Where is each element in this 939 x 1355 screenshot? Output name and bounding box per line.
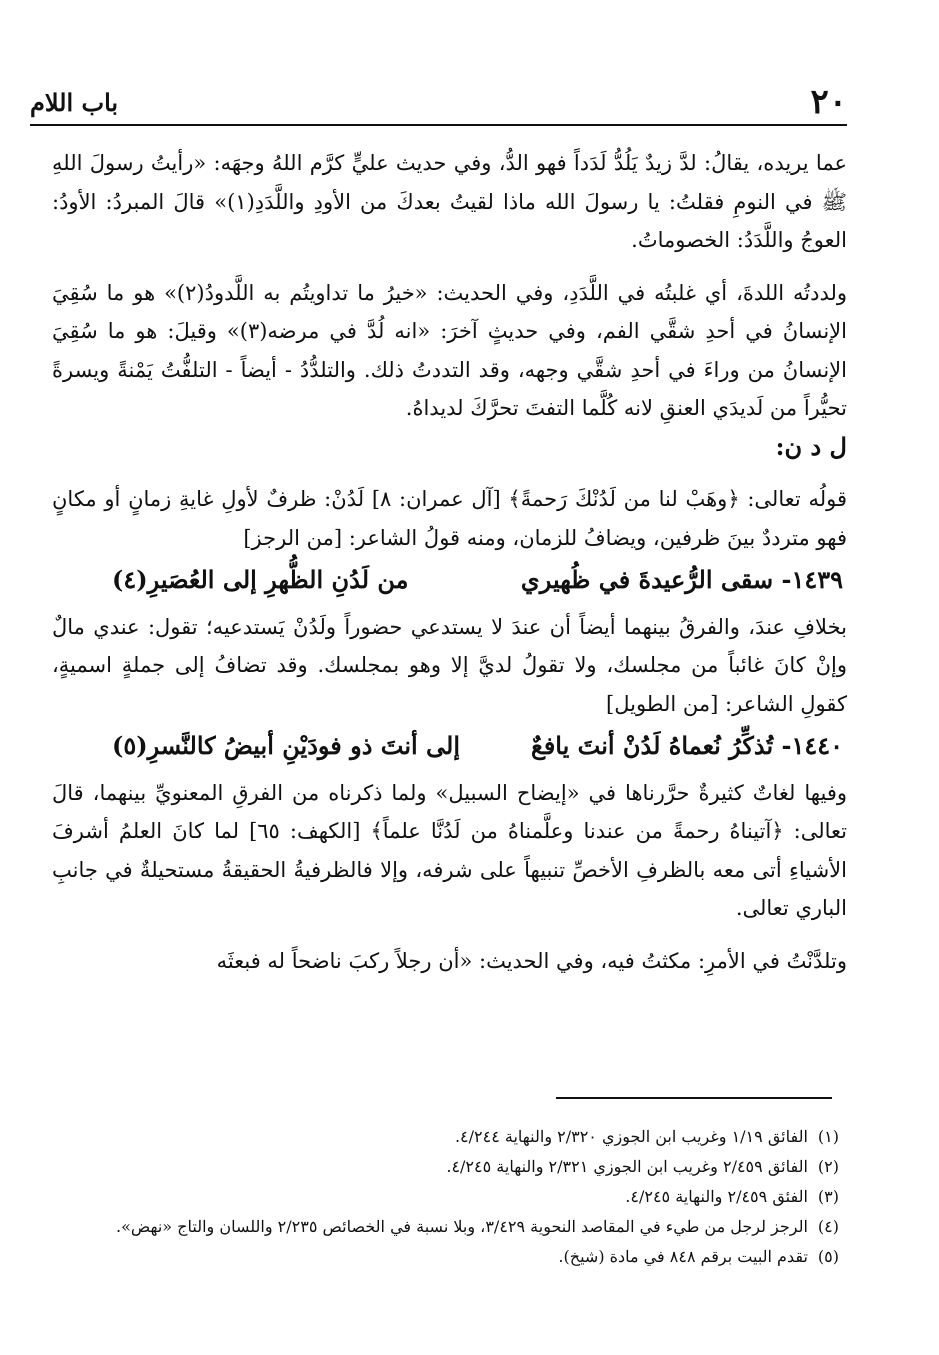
footnote-3	[60, 1183, 839, 1211]
footnotes	[60, 1123, 839, 1273]
page-number: ٢٠	[810, 82, 847, 122]
running-title: باب اللام	[30, 88, 119, 117]
paragraph-4: بخلافِ عندَ، والفرقُ بينهما أيضاً أن عندَ لا يستدعي حضوراً ولَدُنْ يَستدعيه؛ تقول: عندي مالٌ وإنْ كانَ غائباً من مجلسك، ولا تقولُ لديَّ إلا وهو بمجلسك. وقد تضافُ إلى جملةٍ اسميةٍ، كقولِ الشاعر: [من الطويل]	[52, 614, 847, 716]
paragraph-2: ولددتُه اللدةَ، أي غلبتُه في اللَّدَدِ، وفي الحديث: «خيرُ ما تداويتُم به اللَّدودُ(٢)» هو ما سُقِيَ الإنسانُ في أحدِ شقَّي الفم، وفي حديثٍ آخرَ: «انه لُدَّ في مرضه(٣)» وقيلَ: هو ما سُقِيَ الإنسانُ من وراءَ في أحدِ شقَّي وجهه، وقد التددتُ ذلك. والتلدُّدُ - أيضاً - التلفُّتُ يَمْنةً ويسرةً تحيُّراً من لَديدَي العنقِ لانه كُلَّما التفتَ تحرَّكَ لديداهُ.	[52, 280, 848, 420]
verse-second-hemistich: إلى أنتَ ذو فودَيْنِ أبيضُ كالنَّسرِ(٥)	[112, 731, 461, 760]
verse-first-hemistich: ١٤٣٩- سقى الرُّعيدةَ في ظُهيري	[520, 565, 843, 594]
footnote-number: (٢)	[817, 1157, 839, 1176]
footnote-text: تقدم البيت برقم ٨٤٨ في مادة (شيخ).	[558, 1247, 808, 1266]
verse-second-hemistich: من لَدُنِ الظُّهرِ إلى العُصَيرِ(٤)	[112, 565, 409, 594]
main-text	[52, 144, 847, 980]
paragraph-3: قولُه تعالى: ﴿وهَبْ لنا من لَدُنْكَ رَحمةً﴾ [آل عمران: ٨] لَدُنْ: ظرفٌ لأولِ غايةِ زمانٍ أو مكانٍ فهو مترددٌ بينَ ظرفين، ويضافُ للزمان، ومنه قولُ الشاعر: [من الرجز]	[52, 487, 847, 550]
paragraph-1: عما يريده، يقالُ: لدَّ زيدٌ يَلُدُّ لَدَداً فهو الدُّ، وفي حديث عليٍّ كرَّم اللهُ وجهَه: «رأيتُ رسولَ اللهِ ﷺ في النومِ فقلتُ: يا رسولَ الله ماذا لقيتُ بعدكَ من الأودِ واللَّدَدِ(١)» قالَ المبردُ: الأودُ: العوجُ واللَّدَدُ: الخصوماتُ.	[52, 151, 847, 252]
entry-heading: ل د ن:	[775, 431, 847, 461]
page-header	[30, 82, 847, 126]
footnote-text: الفائق ٢/٤٥٩ وغريب ابن الجوزي ٢/٣٢١ والنهاية ٤/٢٤٥.	[446, 1157, 808, 1176]
footnote-4	[60, 1213, 839, 1241]
poem-verse-1440	[52, 725, 847, 768]
paragraph-6: وتلدَّنْتُ في الأمرِ: مكثتُ فيه، وفي الحديث: «أن رجلاً ركبَ ناضحاً له فبعثَه	[216, 948, 847, 973]
verse-first-hemistich: ١٤٤٠- تُذكِّرُ نُعماهُ لَدُنْ أنتَ يافعٌ	[531, 731, 843, 760]
footnote-5	[60, 1243, 839, 1271]
footnote-number: (٤)	[817, 1217, 839, 1236]
footnote-number: (٥)	[817, 1247, 839, 1266]
footnote-number: (١)	[817, 1127, 839, 1146]
footnote-text: الفئق ٢/٤٥٩ والنهاية ٤/٢٤٥.	[625, 1187, 808, 1206]
footnote-text: الفائق ١/١٩ وغريب ابن الجوزي ٢/٣٢٠ والنهاية ٤/٢٤٤.	[454, 1127, 808, 1146]
footnote-text: الرجز لرجل من طيء في المقاصد النحوية ٣/٤٢٩، وبلا نسبة في الخصائص ٢/٢٣٥ واللسان والتاج «نهض».	[116, 1217, 808, 1236]
paragraph-5: وفيها لغاتٌ كثيرةٌ حرَّرناها في «إيضاح السبيل» ولما ذكرناه من الفرقِ المعنويِّ بينهما، قالَ تعالى: ﴿آتيناهُ رحمةً من عندنا وعلَّمناهُ من لَدُنَّا علماً﴾ [الكهف: ٦٥] لما كانَ العلمُ أشرفَ الأشياءِ أتى معه بالظرفِ الأخصِّ تنبيهاً على شرفه، وإلا فالظرفيةُ الحقيقةُ مستحيلةٌ في جانبِ الباري تعالى.	[52, 780, 848, 920]
footnote-2	[60, 1153, 839, 1181]
footnote-number: (٣)	[817, 1187, 839, 1206]
poem-verse-1439	[52, 559, 847, 602]
footnote-1	[60, 1123, 839, 1151]
footnote-divider	[556, 1097, 832, 1099]
